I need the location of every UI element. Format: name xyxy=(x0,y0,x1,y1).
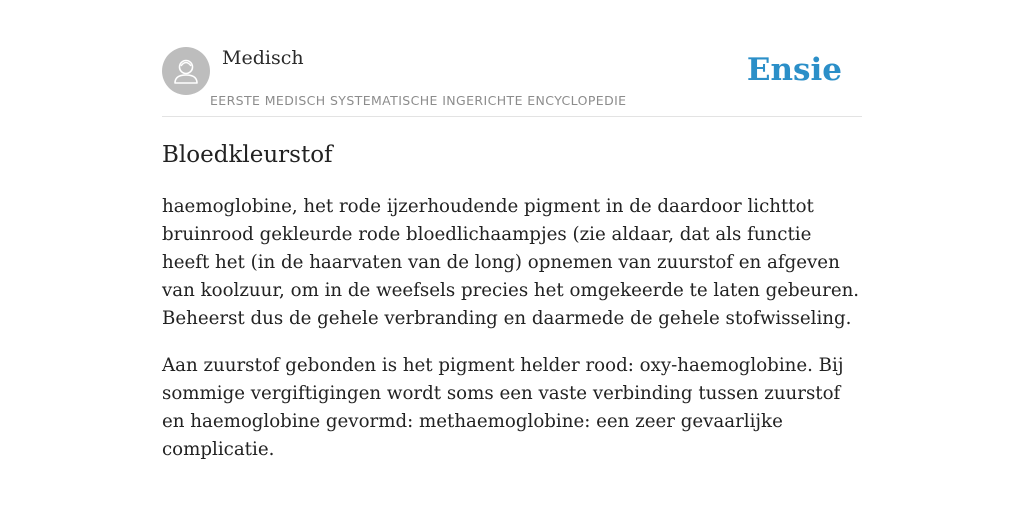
article-paragraph: Aan zuurstof gebonden is het pigment helder rood: oxy-haemoglobine. Bij sommige vergiftigingen wordt soms een vaste verbinding tussen zuurstof en haemoglobine gevormd: methaemoglobine: een zeer gevaarlijke complicatie. xyxy=(162,355,844,460)
article-title: Bloedkleurstof xyxy=(162,142,333,168)
article-content xyxy=(162,139,862,483)
user-silhouette-icon xyxy=(162,47,210,95)
article-paragraph: haemoglobine, het rode ijzerhoudende pigment in de daardoor lichttot bruinrood gekleurde rode bloedlichaampjes (zie aldaar, dat als functie heeft het (in de haarvaten van de long) opnemen van zuurstof en afgeven van koolzuur, om in de weefsels precies het omgekeerde te laten gebeuren. Beheerst dus de gehele verbranding en daarmede de gehele stofwisseling. xyxy=(162,196,860,329)
source-avatar[interactable] xyxy=(162,47,210,95)
ensie-logo[interactable]: Ensie xyxy=(746,52,842,88)
source-subtitle: EERSTE MEDISCH SYSTEMATISCHE INGERICHTE ENCYCLOPEDIE xyxy=(210,93,627,108)
source-header xyxy=(162,0,862,117)
source-name-link[interactable]: Medisch xyxy=(222,47,304,69)
